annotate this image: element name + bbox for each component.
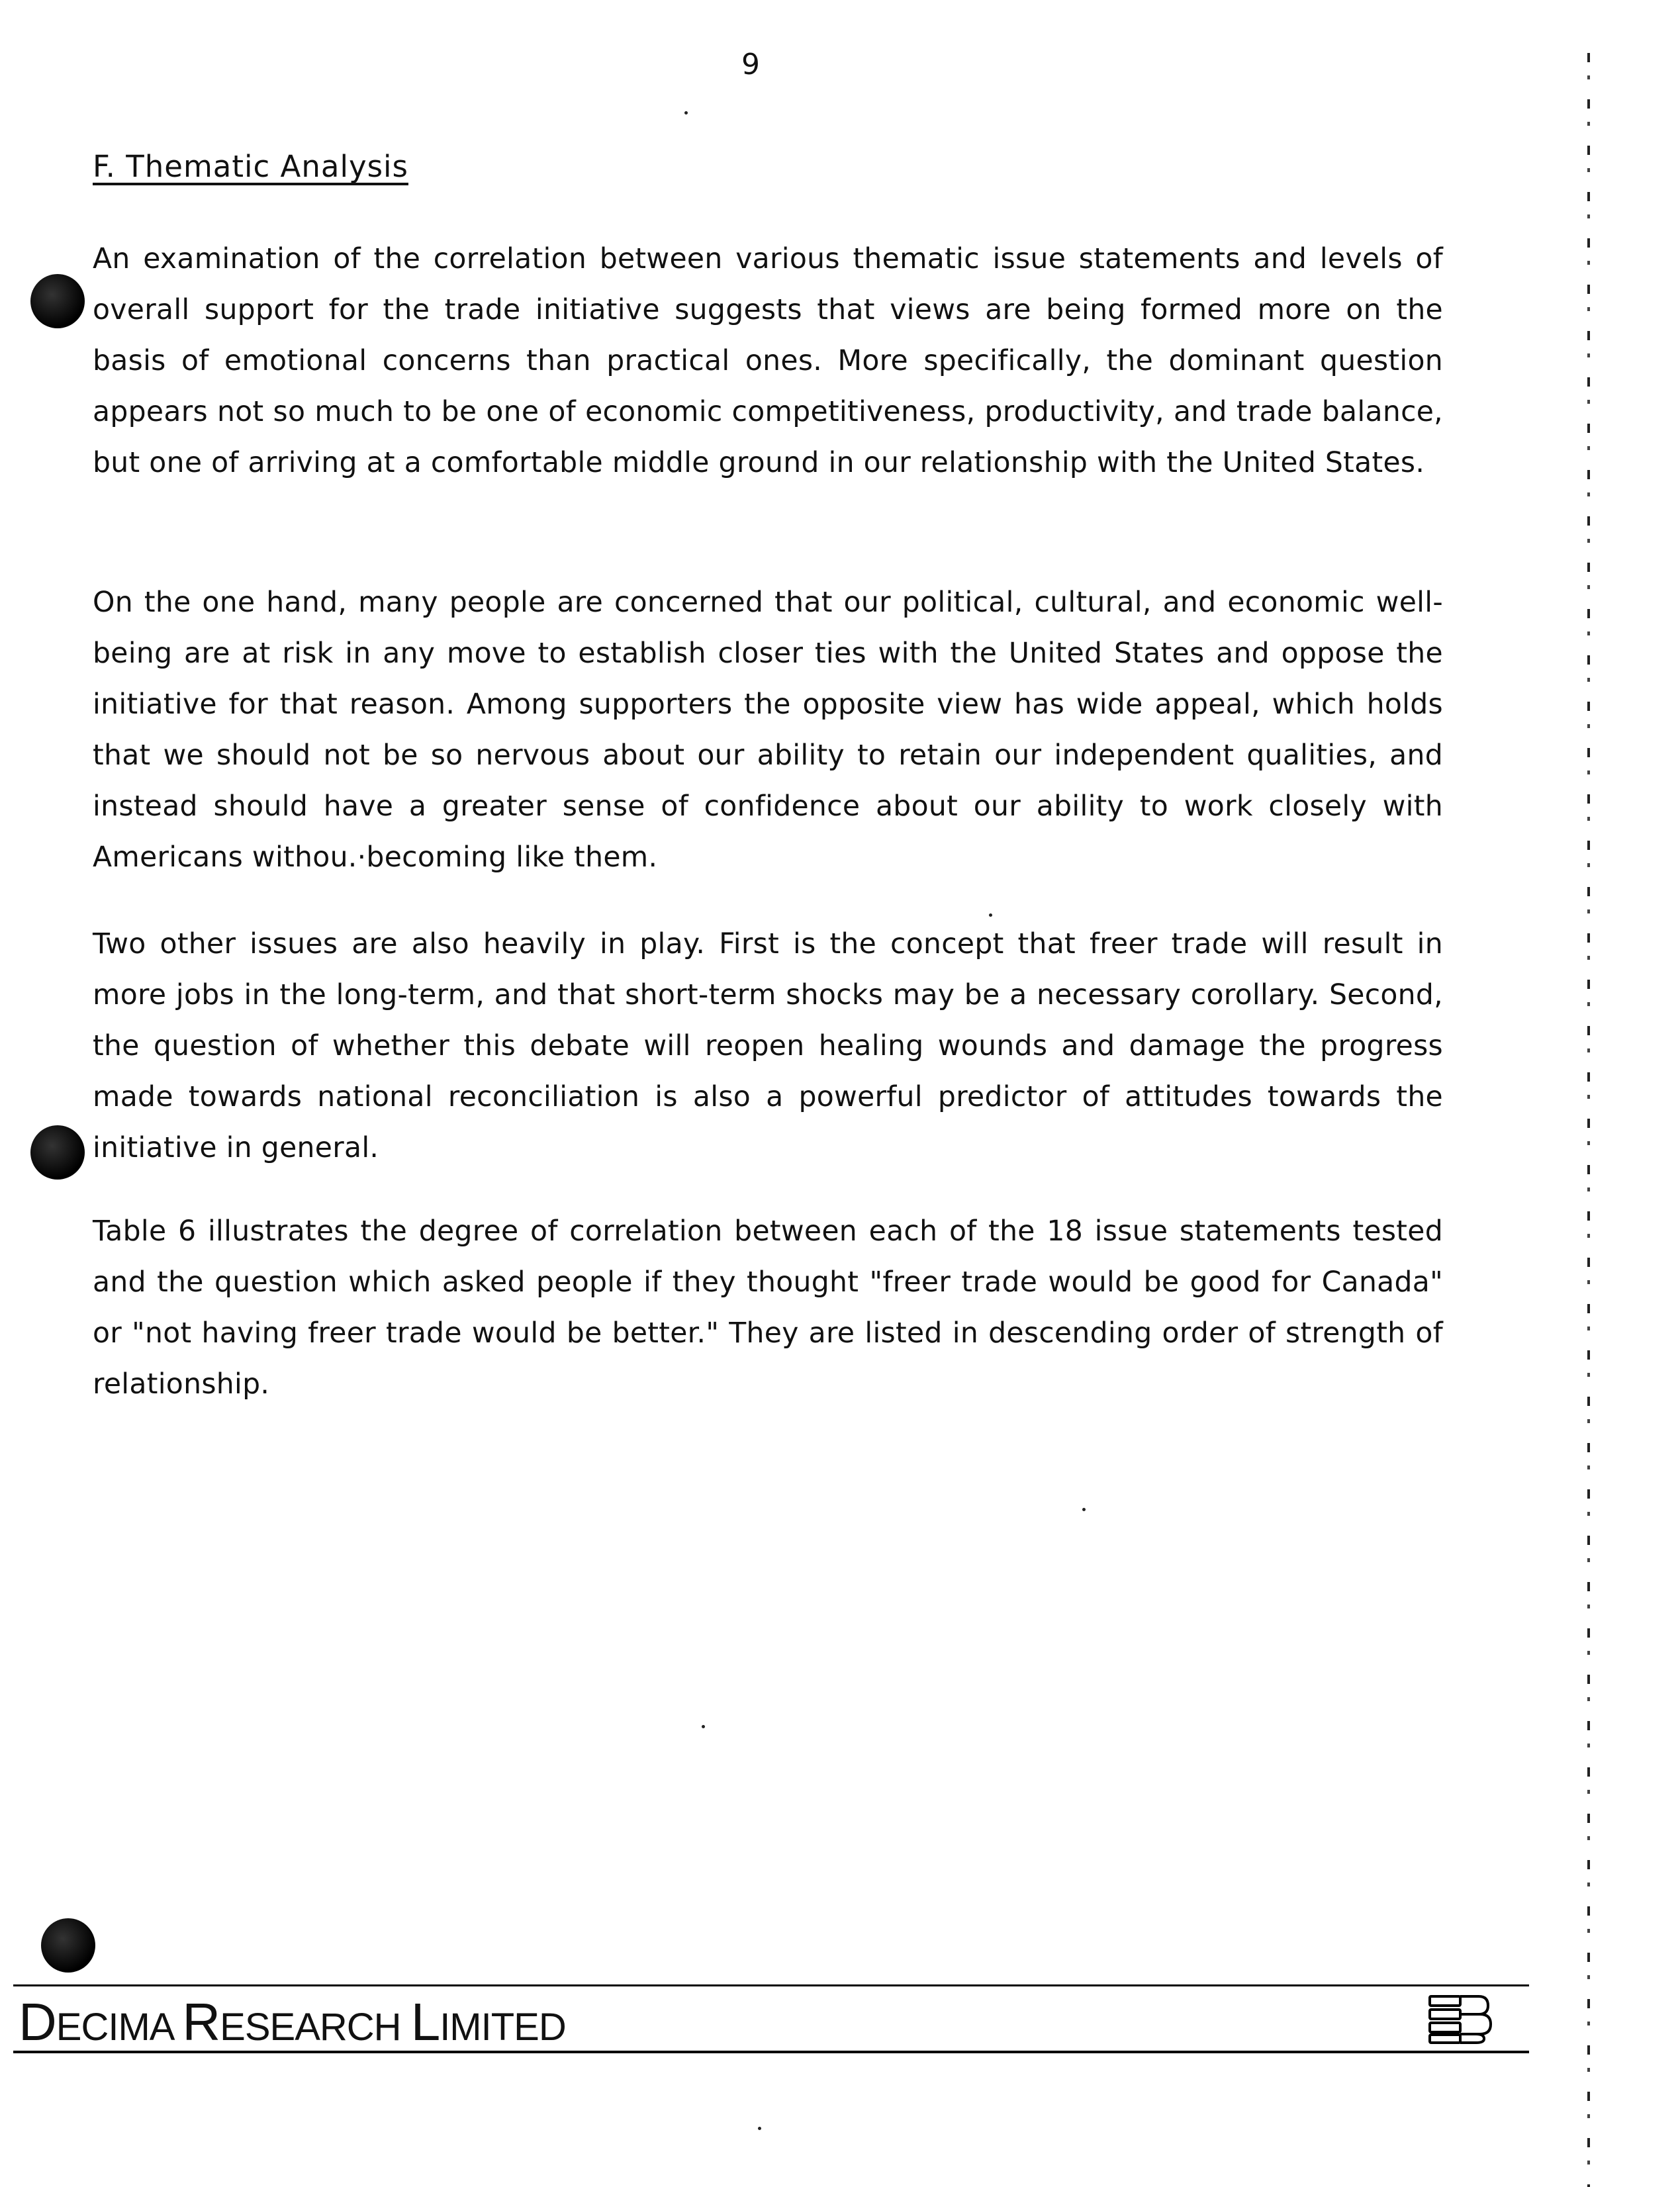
scan-speck bbox=[989, 913, 992, 917]
scan-speck bbox=[758, 2127, 761, 2130]
scan-speck bbox=[684, 111, 688, 115]
footer-rule-top bbox=[13, 1984, 1529, 1986]
body-paragraph: On the one hand, many people are concerned that our political, cultural, and economic well-being are at risk in any move to establish closer ties with the United States and oppose the initiative for that reason. Among supporters the opposite view has wide appeal, which holds that we should not be so nervous about our ability to retain our independent qualities, and instead should have a greater sense of confidence about our ability to work closely with Americans withou.·becoming like them. bbox=[93, 586, 1443, 874]
binder-hole bbox=[30, 274, 85, 328]
binder-hole bbox=[41, 1918, 95, 1973]
page-number: 9 bbox=[741, 48, 760, 81]
body-paragraph: Two other issues are also heavily in play. First is the concept that freer trade will result in more jobs in the long-term, and that short-term shocks may be a necessary corollary. Second, the question of whether this debate will reopen healing wounds and damage the progress made towards national reconciliation is also a powerful predictor of attitudes towards the initiative in general. bbox=[93, 928, 1443, 1164]
decima-logo-icon bbox=[1423, 1992, 1503, 2045]
scan-speck bbox=[702, 1725, 705, 1728]
body-paragraph: Table 6 illustrates the degree of correlation between each of the 18 issue statements tested and the question which asked people if they thought "freer trade would be good for Canada" or "not having freer trade would be better." They are listed in descending order of strength of relationship. bbox=[93, 1215, 1443, 1401]
scan-margin-edge bbox=[1587, 53, 1590, 2187]
footer-brand: DECIMA RESEARCH LIMITED bbox=[19, 1992, 566, 2051]
binder-hole bbox=[30, 1125, 85, 1180]
section-heading: F. Thematic Analysis bbox=[93, 149, 408, 184]
scan-speck bbox=[1082, 1508, 1086, 1511]
body-paragraph: An examination of the correlation between various thematic issue statements and levels of overall support for the trade initiative suggests that views are being formed more on the basis of emotional concerns than practical ones. More specifically, the dominant question appears not so much to be one of economic competitiveness, productivity, and trade balance, but one of arriving at a comfortable middle ground in our relationship with the United States. bbox=[93, 243, 1443, 479]
